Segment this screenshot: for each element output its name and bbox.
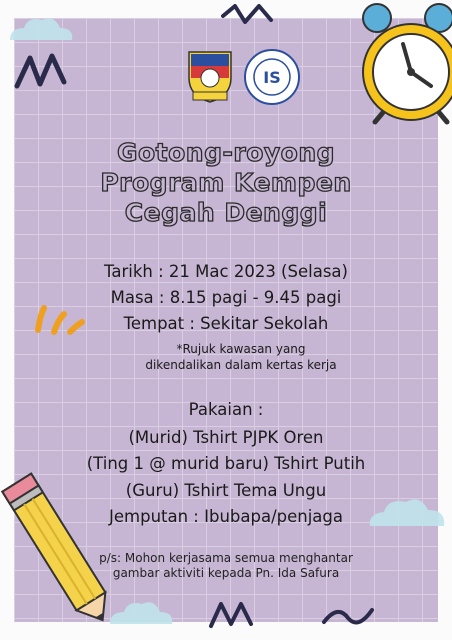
attire-murid: (Murid) Tshirt PJPK Oren xyxy=(128,428,324,447)
ps-line-1: p/s: Mohon kerjasama semua menghantar xyxy=(99,551,353,565)
ps-line-2: gambar aktiviti kepada Pn. Ida Safura xyxy=(112,566,340,580)
scribble-bottom-right xyxy=(318,600,378,630)
attire-guru: (Guru) Tshirt Tema Ungu xyxy=(125,481,327,500)
scribble-top-left xyxy=(12,46,72,96)
alarm-clock-icon xyxy=(355,0,452,125)
title-line-3: Cegah Denggi xyxy=(124,198,328,227)
attire-ting1: (Ting 1 @ murid baru) Tshirt Putih xyxy=(86,454,366,473)
time-text: Masa : 8.15 pagi - 9.45 pagi xyxy=(110,288,342,307)
attire-heading: Pakaian : xyxy=(188,400,264,419)
cloud-top-left xyxy=(0,10,80,50)
note-line-2: dikendalikan dalam kertas kerja xyxy=(145,358,337,372)
note-line-1: *Rujuk kawasan yang xyxy=(176,342,306,356)
school-seal-logo xyxy=(243,48,301,106)
school-crest-logo xyxy=(183,48,237,104)
invitation-text: Jemputan : Ibubapa/penjaga xyxy=(109,507,343,526)
scribble-bottom xyxy=(205,596,275,632)
svg-text:IS: IS xyxy=(263,68,281,87)
date-text: Tarikh : 21 Mac 2023 (Selasa) xyxy=(104,262,348,281)
title-line-2: Program Kempen xyxy=(100,168,352,197)
title-line-1: Gotong-royong xyxy=(116,138,336,167)
zigzag-top xyxy=(215,0,285,30)
location-text: Tempat : Sekitar Sekolah xyxy=(123,314,329,333)
